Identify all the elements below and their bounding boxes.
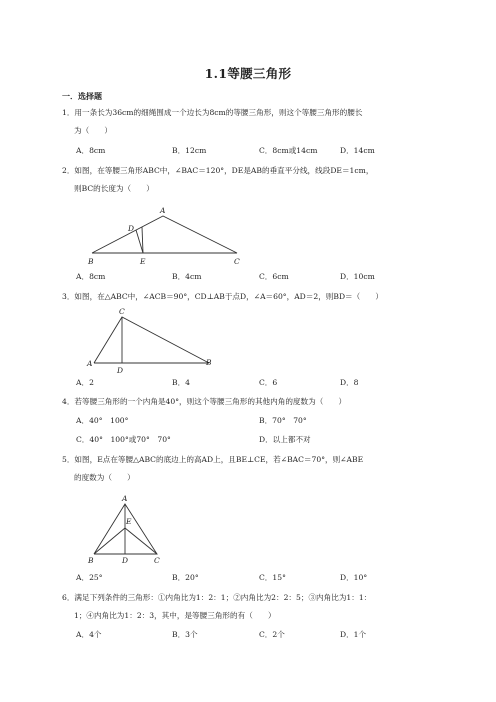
- question-1-line-1: 1．用一条长为36cm的细绳围成一个边长为8cm的等腰三角形，则这个等腰三角形的腰长: [62, 108, 363, 117]
- question-1-line-2: 为（ ）: [74, 126, 112, 135]
- figure-q2-label-e: E: [140, 257, 146, 266]
- figure-q2-label-c: C: [234, 257, 240, 266]
- figure-q5-label-d: D: [122, 556, 129, 565]
- question-6-line-2: 1；④内角比为1：2：3，其中，是等腰三角形的有（ ）: [74, 611, 276, 620]
- figure-q3-triangle: [84, 303, 220, 375]
- question-5-option-c: C．15°: [259, 573, 286, 582]
- section-heading: 一．选择题: [62, 91, 102, 101]
- figure-q2-triangle: [84, 202, 254, 268]
- question-2-option-c: C．6cm: [259, 272, 289, 281]
- question-3-line-1: 3．如图，在△ABC中，∠ACB＝90°，CD⊥AB于点D，∠A＝60°，AD＝2，则BD＝（ ）: [62, 292, 384, 301]
- question-4-option-a: A．40° 100°: [76, 416, 129, 425]
- question-6-option-c: C．2个: [259, 630, 285, 639]
- figure-q5-label-b: B: [88, 556, 94, 565]
- question-4-option-c: C．40° 100°或70° 70°: [76, 435, 171, 444]
- figure-q5-label-c: C: [154, 556, 160, 565]
- question-2-option-d: D．10cm: [340, 272, 375, 281]
- question-5-line-1: 5．如图，E点在等腰△ABC的底边上的高AD上，且BE⊥CE，若∠BAC＝70°，则∠ABE: [62, 455, 364, 464]
- question-2-line-1: 2．如图，在等腰三角形ABC中，∠BAC＝120°，DE是AB的垂直平分线，线段DE＝1cm，: [62, 166, 374, 175]
- figure-q5-label-a: A: [122, 494, 128, 503]
- figure-q3-label-c: C: [119, 307, 125, 316]
- question-3-option-d: D．8: [340, 378, 359, 387]
- question-3-option-b: B．4: [172, 378, 191, 387]
- figure-q5-label-e: E: [126, 517, 132, 526]
- question-1-option-d: D．14cm: [340, 146, 375, 155]
- question-5-option-b: B．20°: [172, 573, 199, 582]
- figure-q3-label-d: D: [117, 366, 124, 375]
- question-3-option-c: C．6: [259, 378, 278, 387]
- question-6-option-d: D．1个: [340, 630, 367, 639]
- figure-q3-label-b: B: [206, 358, 212, 367]
- question-2-option-b: B．4cm: [172, 272, 202, 281]
- question-6-option-a: A．4个: [76, 630, 102, 639]
- figure-q2-label-a: A: [160, 206, 166, 215]
- figure-q2-label-b: B: [88, 257, 94, 266]
- page-title: 1.1等腰三角形: [204, 66, 292, 81]
- question-4-option-d: D．以上都不对: [259, 435, 311, 444]
- question-4-option-b: B．70° 70°: [259, 416, 307, 425]
- question-4-line-1: 4．若等腰三角形的一个内角是40°，则这个等腰三角形的其他内角的度数为（ ）: [62, 397, 347, 406]
- question-3-option-a: A．2: [76, 378, 94, 387]
- figure-q2-label-d: D: [128, 224, 135, 233]
- question-5-line-2: 的度数为（ ）: [74, 473, 135, 482]
- figure-q3-label-a: A: [87, 359, 93, 368]
- question-2-line-2: 则BC的长度为（ ）: [74, 184, 154, 193]
- question-5-option-d: D．10°: [340, 573, 368, 582]
- question-6-option-b: B．3个: [172, 630, 198, 639]
- question-1-option-c: C．8cm或14cm: [259, 146, 318, 155]
- figure-q5-triangle: [84, 490, 170, 568]
- question-5-option-a: A．25°: [76, 573, 103, 582]
- question-1-option-b: B．12cm: [172, 146, 207, 155]
- question-6-line-1: 6．满足下列条件的三角形：①内角比为1：2：1；②内角比为2：2：5；③内角比为1：1：: [62, 593, 372, 602]
- question-2-option-a: A．8cm: [76, 272, 106, 281]
- question-1-option-a: A．8cm: [76, 146, 106, 155]
